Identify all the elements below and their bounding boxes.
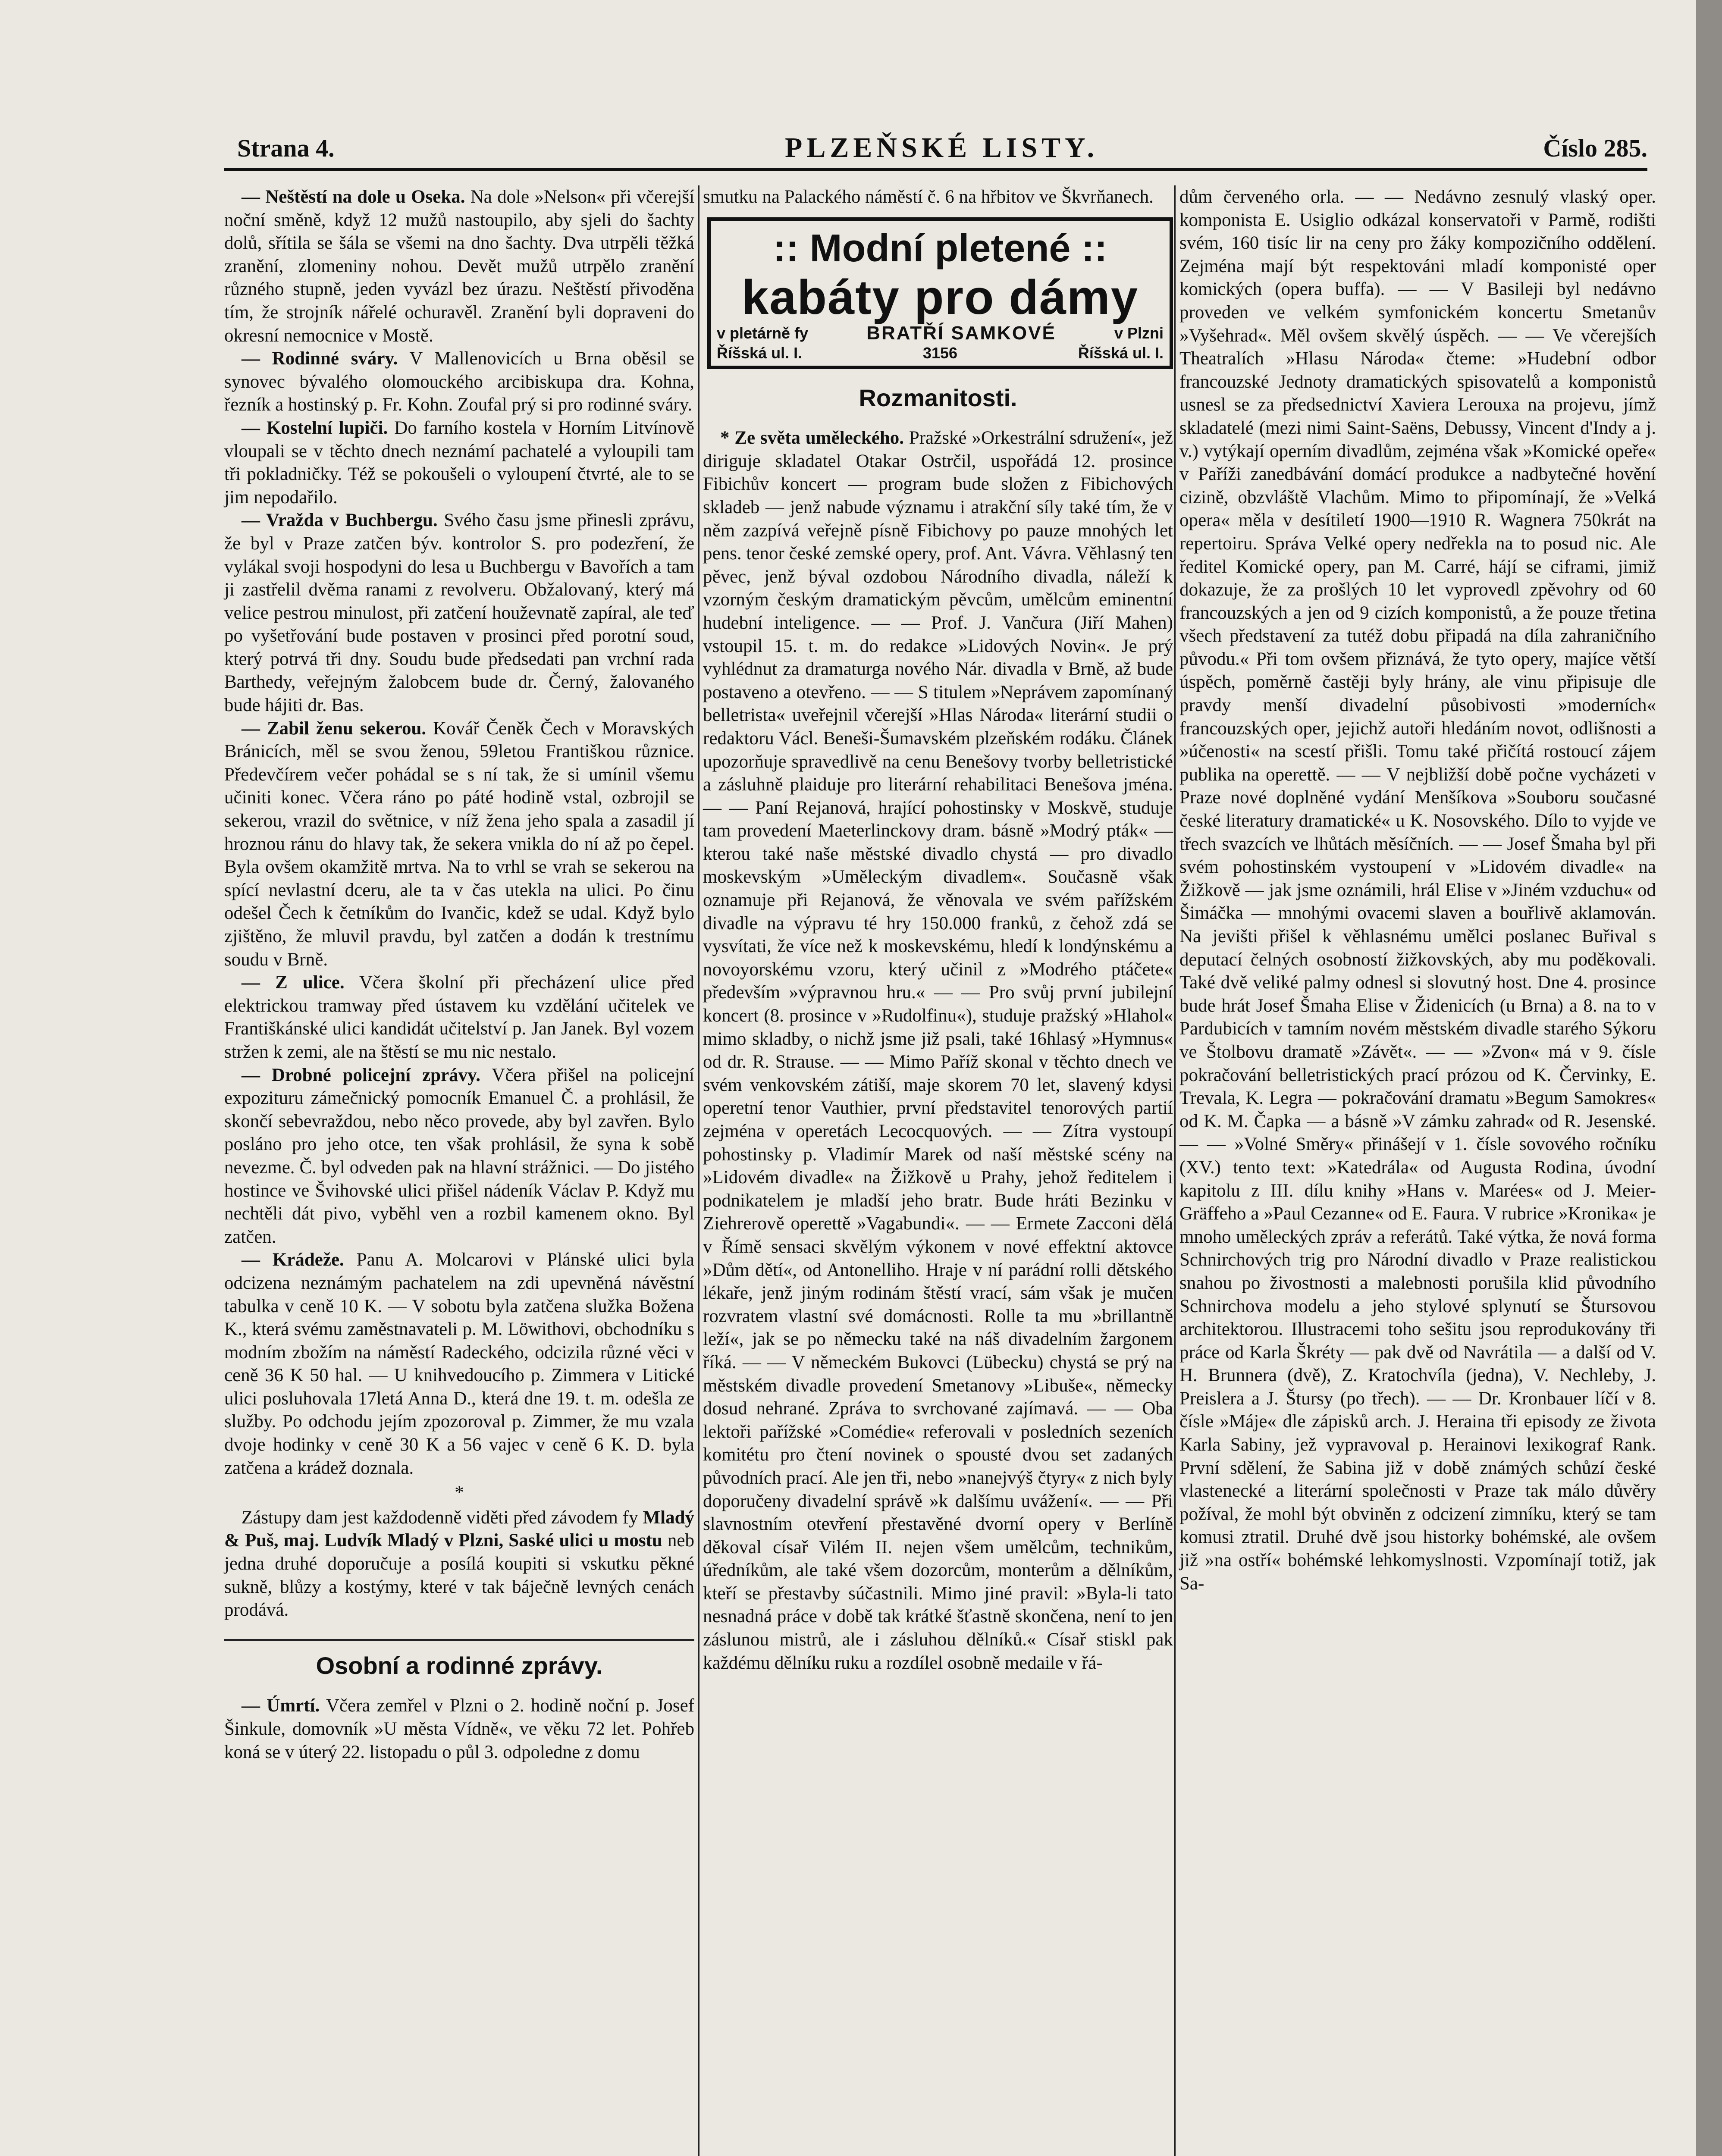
column-2 (703, 185, 1173, 1674)
ad-firm: Mladý & Puš, maj. Ludvík Mladý v Plzni, Saské ulici u mostu (224, 1507, 694, 1551)
article-text: Panu A. Molcarovi v Plánské ulici byla odcizena neznámým pachatelem na zdi upevněná návěstní tabulka v ceně 10 K. — V sobotu byla zatčena služka Božena K., která svému zaměstnavateli p. M. Löwithovi, obchodníku s modním zbožím na náměstí Radeckého, odcizila různé věci v ceně 36 K 50 hal. — U knihvedoucího p. Zimmera v Litické ulici posluhovala 17letá Anna D., která dne 19. t. m. odešla ze služby. Po odchodu jejím zpozoroval p. Zimmer, že mu vzala dvoje hodinky v ceně 30 K a 56 vajec v ceně 6 K. D. byla zatčena a krádež doznala. (224, 1250, 695, 1478)
advertisement-text (224, 1506, 694, 1622)
article-text: Na dole »Nelson« při včerejší noční směně, když 12 mužů nastoupilo, aby sjeli do šachty dolů, sřítila se šála se všemi na dno šachty. Dva utrpěli těžká zranění, zlomeniny nohou. Devět mužů utrpělo zranění různého stupně, jeden vyvázl bez úrazu. Neštěstí přivoděna tím, že strojník nářelé ochuravěl. Zranění byli dopraveni do okresní nemocnice v Mostě. (224, 187, 695, 346)
ad-sub-text: v Plzni (1114, 324, 1164, 342)
article-continuation: dům červeného orla. — — Nedávno zesnulý vlaský oper. komponista E. Usiglio odkázal konservatoři v Parmě, rodišti svém, 160 tisíc lir na ceny pro žáky kompozičního oddělení. Zejména mají být respektováni mladí komponisté oper komických (opera buffa). — — V Basileji byl nedávno proveden ve velkém symfonickém koncertu Smetanův »Vyšehrad«. Měl ovšem skvělý úspěch. — — Ve včerejších Theatralích »Hlasu Národa« čteme: »Hudební odbor francouzské Jednoty dramatických spisovatelů a komponistů usnesl se za předsednictví Xaviera Lerouxa na projevu, jímž skladatelé (mezi nimi Saint-Saëns, Debussy, Vincent d'Indy a j. v.) vytýkají operním divadlům, zejména však »Komické opeře« v Paříži zanedbávání domácí produkce a nadbytečné hovění cizině, obzvláště Vlachům. Mimo to připomínají, že »Velká opera« měla v desítiletí 1900—1910 R. Wagnera 750krát na repertoiru. Správa Velké opery nedřekla na to posud nic. Ale ředitel Komické opery, pan M. Carré, hájí se ciframi, jimiž dokazuje, že za prošlých 10 let vyprovedl zpěvohry od 60 francouzských a jen od 9 cizích komponistů, a že pouze třetina všech představení za tutéž dobu připadá na díla zahraničního původu.« Při tom ovšem přiznává, že tyto opery, majíce větší úspěch, poměrně častěji byly hrány, ale vinu připisuje dle pravdy menší divadelní působivosti »moderních« francouzských oper, jejichž autoři hledáním novot, odlišnosti a »účenosti« na scestí přišli. Tomu také přičítá rostoucí zájem publika na operettě. — — V nejbližší době počne vycházeti v Praze nové doplněné vydání Menšíkova »Souboru současné české literatury dramatické« u K. Nosovského. Dílo to vyjde ve třech svazcích ve lhůtách měsíčních. — — Josef Šmaha byl při svém pohostinském vystoupení v »Lidovém divadle« na Žižkově — jak jsme oznámili, hrál Elise v »Jiném vzduchu« od Šimáčka — mnohými ovacemi slaven a bouřlivě aklamován. Na jevišti přišel k věhlasnému umělci poslanec Buřival s deputací čelných osobností žižkovských, aby mu poděkovali. Také dvě veliké palmy odnesl si slovutný host. Dne 4. prosince bude hrát Josef Šmaha Elise v Židenicích (u Brna) a 8. na to v Pardubicích v tamním novém městském divadle starého Sýkoru ve Štolbovu dramatě »Závět«. — — »Zvon« má v 9. čísle pokračování belletristických prací prózou od K. Červinky, E. Trevala, K. Legra — pokračování dramatu »Begum Samokres« od K. M. Čapka — a básně »V zámku zahrad« od R. Jesenské. — — »Volné Směry« přinášejí v 1. čísle sovového ročníku (XV.) tento text: »Katedrála« od Augusta Rodina, úvodní kapitolu z III. dílu knihy »Hans v. Marées« od J. Meier-Gräffeho a »Paul Cezanne« od E. Faura. V rubrice »Kronika« je mnoho uměleckých zpráv a referátů. Také výtka, že nová forma Schnirchových trig pro Národní divadlo v Praze realistickou snahou po živostnosti a malebnosti porušila klid původního Schnirchova modelu a jeho stylové splynutí se Štursovou architektorou. Illustracemi toho sešitu jsou reprodukovány tři práce od Karla Škréty — pak dvě od Navrátila — a další od V. H. Brunnera (dvě), Z. Kratochvíla (jedna), V. Nechleby, J. Preislera a J. Štursy (po třech). — — Dr. Kronbauer líčí v 8. čísle »Máje« dle zápisků arch. J. Heraina tři episody ze života Karla Sabiny, jež vypravoval p. Herainovi lexikograf Rank. První sdělení, že Sabina již v době známých schůzí české vlastenecké a literární společnosti v Praze tak málo důvěry požíval, že mohl být obviněn z odcizení zimníku, který se tam komusi ztratil. Druhé dvě jsou historky bohémské, ale ovšem již »na ostří« bohémské lehkomyslnosti. Vzpomínají totiž, jak Sa- (1179, 187, 1656, 1594)
article-heading: — Z ulice. (242, 972, 345, 993)
article (224, 185, 694, 347)
article-text: Do farního kostela v Horním Litvínově vloupali se v těchto dnech neznámí pachatelé a vyloupili tam tři pokladničky. Též se pokoušeli o vyloupení čtvrté, ale to se jim nepodařilo. (224, 417, 695, 508)
article-text: Svého času jsme přinesli zprávu, že byl v Praze zatčen býv. kontrolor S. pro podezření, že vylákal svoji hospodyni do lesa u Buchbergu v Bavořích a tam ji zastřelil dvěma ranami z revolveru. Obžalovaný, který má velice pestrou minulost, při zatčení houževnatě zapíral, ale teď po vyšetřování bude postaven v prosinci před porotní soud, který potrvá tři dny. Soudu bude předsedati pan vrchní rada Barthedy, veřejným žalobcem bude dr. Černý, žalovaného bude hájiti dr. Bas. (224, 510, 695, 716)
article (224, 417, 694, 509)
article (224, 347, 694, 417)
article (224, 971, 694, 1063)
article-heading: * Ze světa uměleckého. (720, 428, 904, 448)
article-text: V Mallenovicích u Brna oběsil se synovec bývalého olomouckého arcibiskupa dra. Kohna, řezník a hostinský p. Fr. Kohn. Zoufal prý si pro rodinné sváry. (224, 348, 695, 415)
article-heading: — Krádeže. (242, 1250, 344, 1270)
ad-sub-text: v pletárně fy (717, 324, 809, 342)
article-text: Kovář Čeněk Čech v Moravských Bránicích, měl se svou ženou, 59letou Františkou různice. Předevčírem večer pohádal se s ní tak, že si umínil všemu učiniti konec. Včera ráno po páté hodině vstal, ozbrojil se sekerou, vrazil do světnice, v níž žena jeho spala a zasadil jí hroznou ránu do hlavy tak, že sekera vnikla do ní až po čepel. Byla ovšem okamžitě mrtva. Na to vrhl se vrah se sekerou na spící nevlastní dceru, ale ta v čas utekla na ulici. Po činu odešel Čech k četníkům do Ivančic, kdež se udal. Když bylo zjištěno, že mluvil pravdu, byl zatčen a dodán k trestnímu soudu v Brně. (224, 718, 695, 970)
advertisement-box (707, 217, 1173, 369)
issue-number: Číslo 285. (1543, 134, 1647, 162)
article (224, 1248, 694, 1479)
article-text: Včera zemřel v Plzni o 2. hodině noční p. Josef Šinkule, domovník »U města Vídně«, ve věku 72 let. Pohřeb koná se v úterý 22. listopadu o půl 3. odpoledne z domu (224, 1695, 694, 1762)
page-header (224, 129, 1647, 171)
ad-address (717, 343, 1164, 363)
article-heading: — Zabil ženu sekerou. (242, 718, 427, 739)
ad-address-right: Říšská ul. I. (1078, 344, 1164, 362)
article-heading: — Neštěstí na dole u Oseka. (242, 187, 465, 207)
article-text: Včera přišel na policejní expozituru zámečnický pomocník Emanuel Č. a prohlásil, že skončí sebevraždou, nebo něco provede, aby byl zavřen. Bylo posláno pro jeho otce, ten však prohlásil, že syna k sobě nevezme. Č. byl odveden pak na hlavní strážnici. — Do jistého hostince ve Švihovské ulici přišel nádeník Václav P. Když mu nechtěli dát pivo, vyběhl ven a rozbil kamenem okno. Byl zatčen. (224, 1065, 694, 1247)
newspaper-title: PLZEŇSKÉ LISTY. (785, 132, 1099, 163)
column-1 (224, 185, 694, 1764)
ad-number: 3156 (922, 344, 958, 362)
article (224, 717, 694, 971)
page-number: Strana 4. (237, 134, 335, 162)
ad-firm-name: BRATŘÍ SAMKOVÉ (866, 322, 1056, 344)
article-heading: — Kostelní lupiči. (242, 417, 388, 438)
article-text: Včera školní při přecházení ulice před elektrickou tramway před ústavem ku vzdělání učitelek ve Františkánské ulici kandidát učitelství p. Jan Janek. Byl vozem stržen k zemi, ale na štěstí se mu nic nestalo. (224, 972, 694, 1062)
article (224, 1064, 694, 1249)
section-title: Rozmanitosti. (859, 384, 1017, 411)
ad-address-left: Říšská ul. I. (717, 344, 803, 362)
separator-star: * (455, 1482, 464, 1503)
section-title: Osobní a rodinné zprávy. (224, 1639, 694, 1677)
article (703, 426, 1173, 1674)
article-heading: — Rodinné sváry. (242, 348, 398, 369)
article-text: Pražské »Orkestrální sdružení«, jež diriguje skladatel Otakar Ostrčil, uspořádá 12. prosince Fibichův koncert — program bude složen z Fibichových skladeb — jenž nabude významu i atrakční síly také tím, že v něm zazpívá veřejně písně Fibichovy po pauze mnohých let pens. tenor české zemské opery, prof. Ant. Vávra. Věhlasný ten pěvec, jenž býval ozdobou Národního divadla, náleží k vzorným českým dramatickým pěvcům, umělcům eminentní hudební inteligence. — — Prof. J. Vančura (Jiří Mahen) vstoupil 15. t. m. do redakce »Lidových Novin«. Je prý vyhlédnut za dramaturga nového Nár. divadla v Brně, až bude postaveno a otevřeno. — — S titulem »Neprávem zapomínaný belletrista« uveřejnil včerejší »Hlas Národa« literární studii o redaktoru Václ. Beneši-Šumavském plzeňském rodáku. Článek upozorňuje spravedlivě na cenu Benešovy tvorby belletristické a zásluhně plaiduje pro literární rehabilitaci Benešova jména. — — Paní Rejanová, hrající pohostinsky v Moskvě, studuje tam provedení Maeterlinckovy dram. básně »Modrý pták« — kterou také naše městské divadlo chystá — pro divadlo moskevským »Uměleckým divadlem«. Současně však oznamuje při Rejanová, že věnovala ve svém pařížském divadle na výpravu té hry 150.000 franků, z čehož zdá se vysvítati, že více než k moskevskému, hledí k londýnskému a novoyorskému vzoru, který učinil z »Modrého ptáčete« především »výpravnou hru.« — — Pro svůj první jubilejní koncert (8. prosince v »Rudolfinu«), studuje pražský »Hlahol« mimo skladby, o nichž jsme již psali, také 16hlasý »Hymnus« od dr. R. Strause. — — Mimo Paříž skonal v těchto dnech ve svém venkovském zátiší, maje skorem 70 let, slavený kdysi operetní tenor Vauthier, první představitel tenorových partií zejména v operetách Lecocquových. — — Zítra vystoupí pohostinsky p. Vladimír Marek od naší městské scény na »Lidovém divadle« na Žižkově u Prahy, jehož ředitelem i podnikatelem je mladší jeho bratr. Bude hráti Bezinku v Ziehrerově operettě »Vagabundi«. — — Ermete Zacconi dělá v Římě sensaci skvělým výkonem v nové effektní aktovce »Dům dětí«, od Antonelliho. Hraje v ní parádní rolli dětského lékaře, jenž jiným rodinám štěstí vrací, sám však je mučen rozvratem vlastní své domácnosti. Rolle ta mu »brillantně leží«, jak se po německu také na náš divadelním žargonem říká. — — V německém Bukovci (Lübecku) chystá se prý na městském divadle provedení Smetanovy »Libuše«, německy dosud nehrané. Zpráva to svrchované zajímavá. — — Oba lektoři pařížské »Comédie« referovali v posledních sezeních komitétu pro čtení novinek o spousté dvou set zadaných původních prací. Ale jen tři, nebo »nanejvýš čtyry« z nich byly doporučeny divadelní správě »k dalšímu uvážení«. — — Při slavnostním otevření přestavěné dvorní opery v Berlíně děkoval císař Vilém II. nejen všem umělcům, technikům, úředníkům, ale také všem dozorcům, monterům a dělníkům, kteří se přestavby súčastnili. Mimo jiné pravil: »Byla-li tato nesnadná práce v době tak krátké šťastně skončena, není to jen záslunou mistrů, ale i zásluhou dělníků.« Císař stiskl pak každému dělníku ruku a rozdílel osobně medaile v řá- (703, 428, 1173, 1673)
ad-subline (717, 323, 1164, 343)
article-heading: — Vražda v Buchbergu. (242, 510, 438, 531)
article-heading: — Úmrtí. (242, 1695, 320, 1716)
ad-text: neb jedna druhé doporučuje a posílá koupiti si vskutku pěkné sukně, blůzy a kostýmy, které v tak báječně levných cenách prodává. (224, 1530, 695, 1620)
column-3 (1179, 185, 1656, 1595)
article-continuation: smutku na Palackého náměstí č. 6 na hřbitov ve Škvrňanech. (703, 187, 1154, 207)
article (224, 1694, 694, 1764)
column-divider (1174, 185, 1176, 2156)
scan-edge (1696, 0, 1722, 2156)
article (224, 509, 694, 717)
ad-text: Zástupy dam jest každodenně viděti před závodem fy (242, 1507, 638, 1528)
article-heading: — Drobné policejní zprávy. (242, 1065, 481, 1085)
ad-headline: kabáty pro dámy (741, 270, 1139, 324)
column-divider (698, 185, 699, 2156)
ad-headline: :: Modní pletené :: (773, 226, 1107, 270)
